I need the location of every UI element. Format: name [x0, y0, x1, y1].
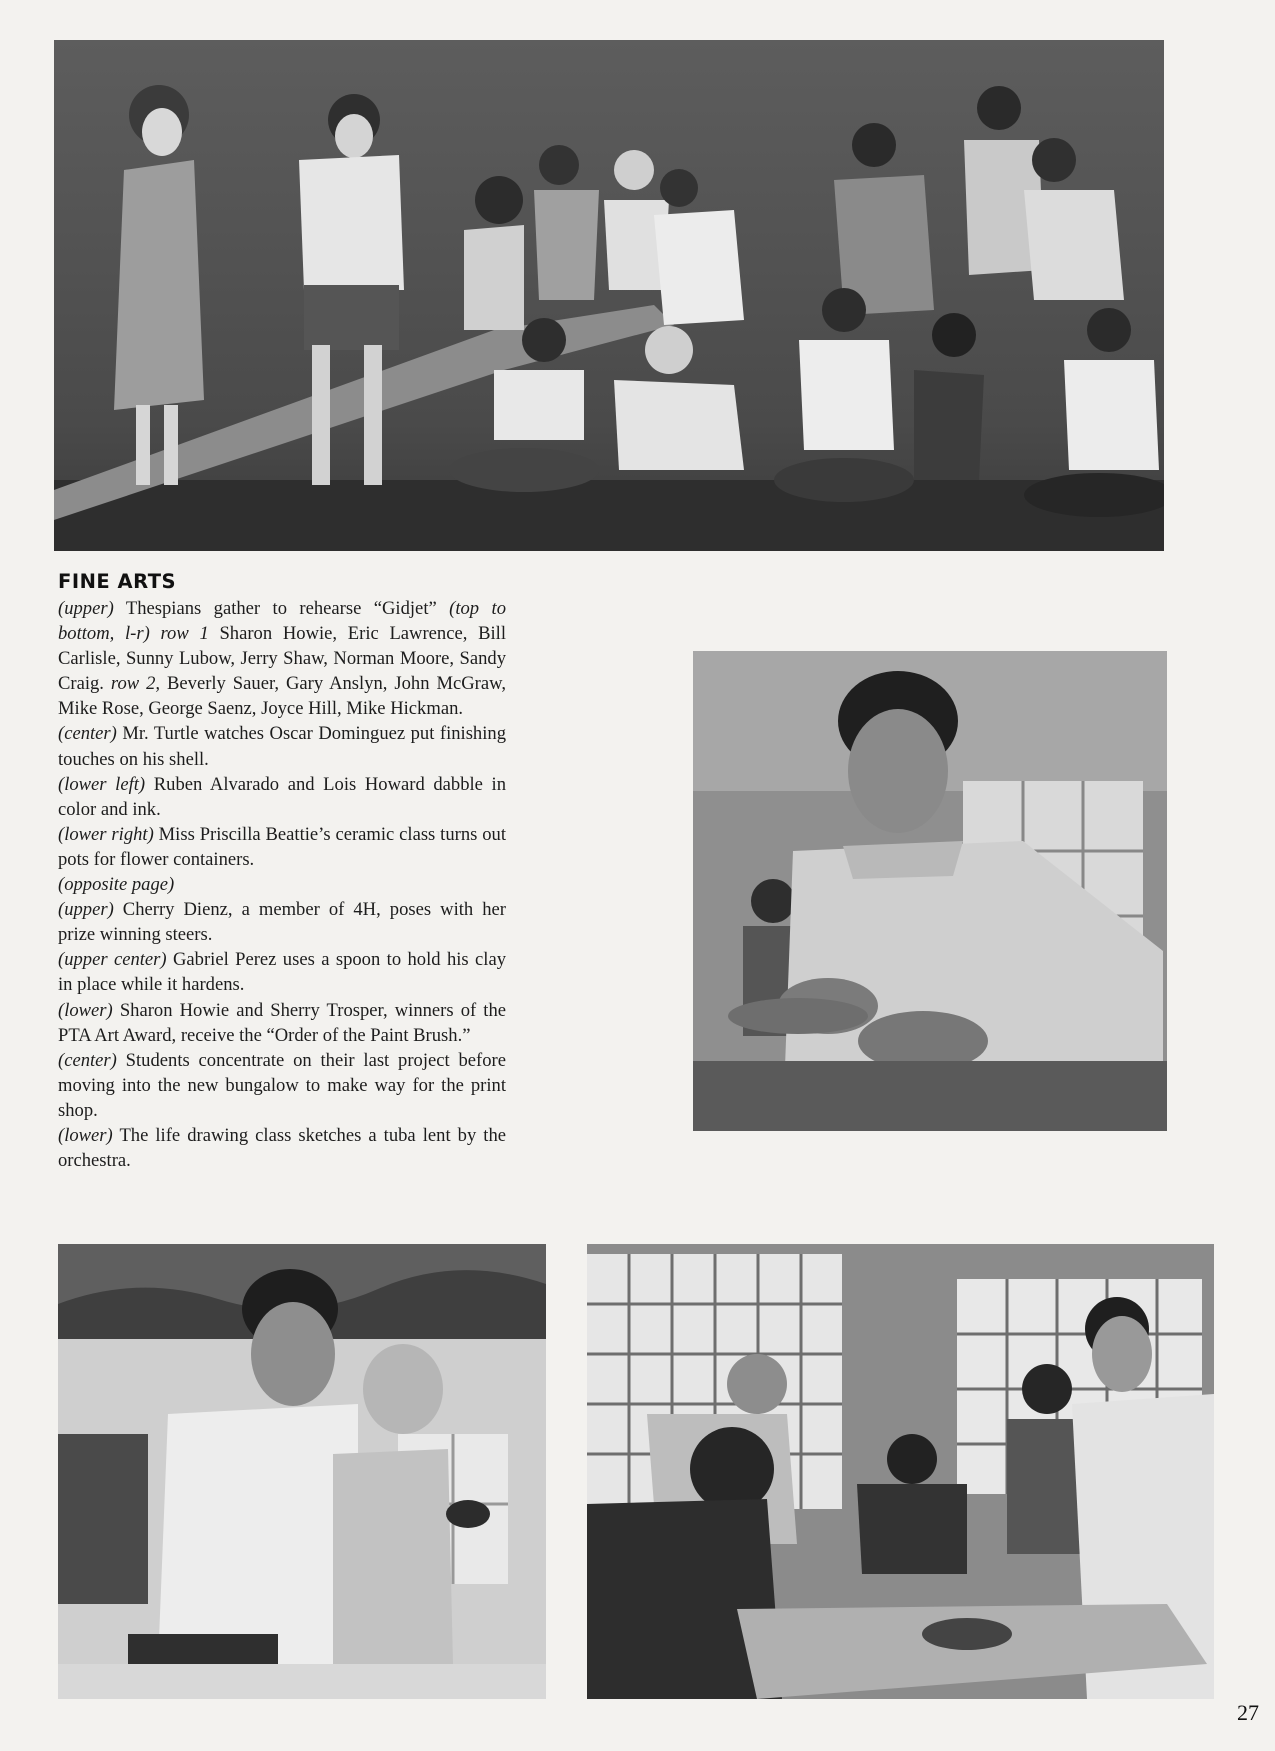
caption-lower-right: (lower right) Miss Priscilla Beattie’s ceramic class turns out pots for flower containers. [58, 823, 506, 870]
page-number: 27 [1237, 1700, 1259, 1725]
caption-opp-center: (center) Students concentrate on their last project before moving into the new bungalow to make way for the print shop. [58, 1049, 506, 1121]
caption-opposite-page: (opposite page) [58, 874, 175, 896]
captions-list [58, 596, 506, 1173]
section-heading: FINE ARTS [58, 570, 177, 593]
photo-color-and-ink [58, 1244, 546, 1699]
photo-thespians-rehearsal [54, 40, 1164, 551]
caption-lower-left: (lower left) Ruben Alvarado and Lois Howard dabble in color and ink. [58, 773, 507, 820]
photo-ceramic-class [587, 1244, 1214, 1699]
caption-opp-upper: (upper) Cherry Dienz, a member of 4H, poses with her prize winning steers. [58, 899, 506, 946]
caption-opp-lower: (lower) Sharon Howie and Sherry Trosper, winners of the PTA Art Award, receive the “Order of the Paint Brush.” [58, 999, 506, 1046]
caption-opp-lower-2: (lower) The life drawing class sketches a tuba lent by the orchestra. [58, 1124, 506, 1172]
caption-center: (center) Mr. Turtle watches Oscar Dominguez put finishing touches on his shell. [58, 723, 506, 770]
caption-opp-upper-center: (upper center) Gabriel Perez uses a spoon to hold his clay in place while it hardens. [58, 949, 506, 996]
photo-student-finishing-shell [693, 651, 1167, 1131]
caption-block [58, 570, 506, 1173]
caption-upper: (upper) Thespians gather to rehearse “Gidjet” (top to bottom, l-r) row 1 Sharon Howie, Eric Lawrence, Bill Carlisle, Sunny Lubow, Jerry Shaw, Norman Moore, Sandy Craig. row 2, Beverly Sauer, Gary Anslyn, John McGraw, Mike Rose, George Saenz, Joyce Hill, Mike Hickman. [58, 598, 506, 720]
